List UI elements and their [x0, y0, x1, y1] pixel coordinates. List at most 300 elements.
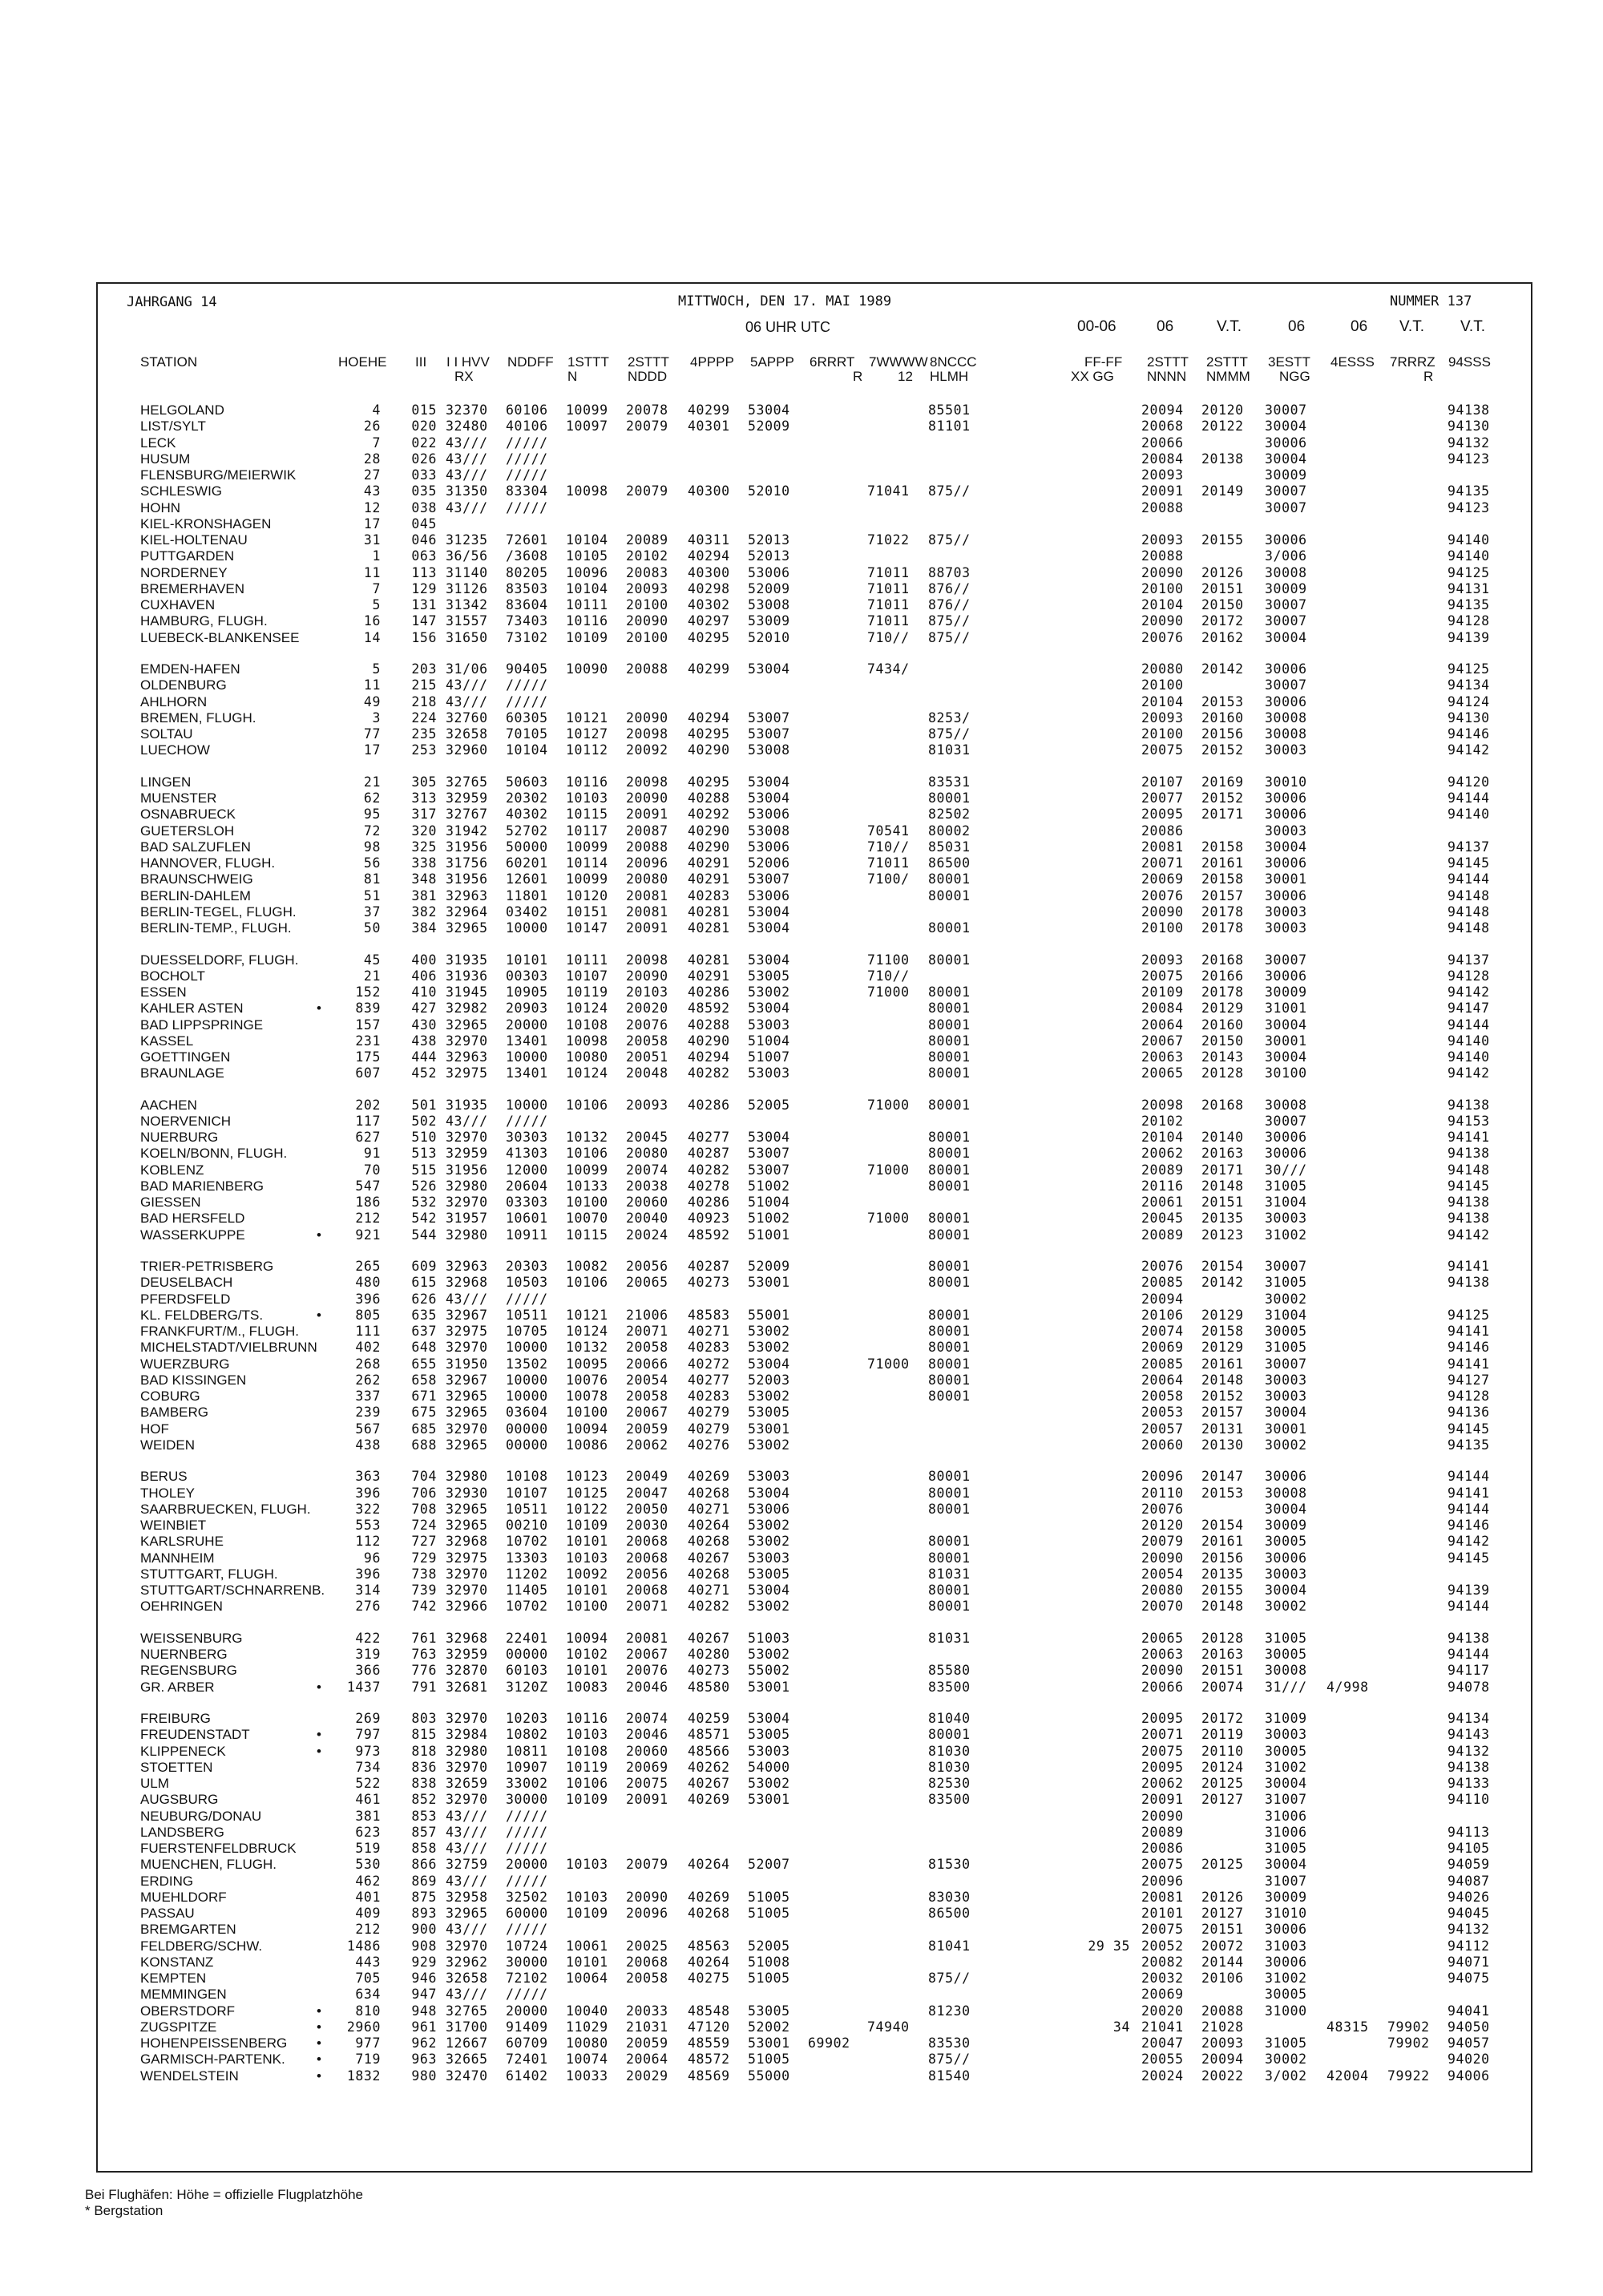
cell-iii: 791 — [411, 1679, 437, 1695]
cell-c2: 12000 — [506, 1162, 548, 1178]
cell-station-name: COBURG — [140, 1389, 200, 1405]
cell-c3: 10112 — [566, 742, 608, 758]
cell-c6: 53005 — [748, 968, 790, 984]
cell-station-name: STUTTGART/SCHNARRENB. — [140, 1583, 325, 1599]
cell-c9: 80001 — [928, 1599, 971, 1615]
cell-hoehe: 70 — [363, 1162, 381, 1178]
col-station: STATION — [140, 354, 198, 370]
cell-c9: 81031 — [928, 1566, 971, 1582]
cell-c3: 10099 — [566, 839, 608, 855]
table-row — [0, 1308, 1603, 1324]
table-row — [0, 1971, 1603, 1987]
cell-c2: 3120Z — [506, 1679, 548, 1695]
cell-c11: 20061 — [1141, 1194, 1184, 1211]
cell-c3: 10099 — [566, 1162, 608, 1178]
cell-c6: 52006 — [748, 855, 790, 871]
cell-c1: 32975 — [446, 1324, 488, 1340]
cell-c9: 86500 — [928, 1906, 971, 1922]
cell-c13: 31002 — [1265, 1759, 1307, 1775]
cell-c6: 53001 — [748, 1679, 790, 1695]
cell-c1: 32970 — [446, 1340, 488, 1356]
cell-c2: 11202 — [506, 1566, 548, 1582]
cell-c11: 20055 — [1141, 2051, 1184, 2068]
cell-c3: 10119 — [566, 984, 608, 1000]
cell-c6: 53007 — [748, 1146, 790, 1162]
cell-c9: 81031 — [928, 1630, 971, 1646]
cell-c3: 10125 — [566, 1485, 608, 1501]
cell-c2: 10000 — [506, 920, 548, 936]
cell-hoehe: 111 — [355, 1324, 381, 1340]
cell-hoehe: 363 — [355, 1469, 381, 1485]
cell-hoehe: 322 — [355, 1501, 381, 1517]
cell-iii: 203 — [411, 661, 437, 677]
cell-c1: 43/// — [446, 467, 488, 483]
cell-station-name: SAARBRUECKEN, FLUGH. — [140, 1501, 311, 1517]
cell-c3: 10103 — [566, 790, 608, 806]
cell-c1: 32970 — [446, 1792, 488, 1808]
col-sec-b: 06 — [1157, 318, 1174, 335]
cell-c8: 710// — [867, 968, 910, 984]
cell-c13: 30009 — [1265, 984, 1307, 1000]
cell-c11: 20094 — [1141, 1291, 1184, 1307]
cell-c6: 53007 — [748, 871, 790, 887]
cell-c2: 41303 — [506, 1146, 548, 1162]
cell-c2: ///// — [506, 1808, 548, 1824]
cell-c11: 20064 — [1141, 1017, 1184, 1033]
cell-c16: 94146 — [1448, 1518, 1490, 1534]
cell-c13: 30001 — [1265, 871, 1307, 887]
cell-c4: 20048 — [626, 1065, 668, 1081]
cell-c5: 40264 — [688, 1857, 730, 1873]
cell-c2: 22401 — [506, 1630, 548, 1646]
cell-c2: 40106 — [506, 418, 548, 435]
cell-c9: 80001 — [928, 1727, 971, 1743]
cell-c12: 20142 — [1201, 1275, 1244, 1291]
cell-iii: 671 — [411, 1389, 437, 1405]
cell-c16: 94110 — [1448, 1792, 1490, 1808]
cell-hoehe: 734 — [355, 1759, 381, 1775]
cell-c16: 94130 — [1448, 709, 1490, 726]
cell-c3: 10101 — [566, 1954, 608, 1970]
cell-station-name: HOHN — [140, 499, 181, 515]
cell-c11: 20047 — [1141, 2035, 1184, 2051]
cell-c9: 80001 — [928, 1162, 971, 1178]
cell-c11: 20093 — [1141, 952, 1184, 968]
cell-station-name: KONSTANZ — [140, 1954, 214, 1970]
cell-c8: 74940 — [867, 2019, 910, 2035]
cell-c1: 32980 — [446, 1743, 488, 1759]
cell-hoehe: 422 — [355, 1630, 381, 1646]
cell-c5: 40268 — [688, 1534, 730, 1550]
cell-c4: 20090 — [626, 790, 668, 806]
cell-c1: 43/// — [446, 1841, 488, 1857]
cell-c5: 40311 — [688, 532, 730, 548]
cell-c5: 40297 — [688, 613, 730, 629]
cell-c5: 40273 — [688, 1663, 730, 1679]
cell-iii: 406 — [411, 968, 437, 984]
col-sec-d: 06 — [1288, 318, 1306, 335]
cell-c2: ///// — [506, 1824, 548, 1840]
cell-hoehe: 623 — [355, 1824, 381, 1840]
cell-station-name: WENDELSTEIN — [140, 2068, 239, 2084]
cell-hoehe: 98 — [363, 839, 381, 855]
cell-station-name: KASSEL — [140, 1033, 194, 1049]
cell-c8: 71000 — [867, 1162, 910, 1178]
cell-c3: 10090 — [566, 661, 608, 677]
cell-c11: 20076 — [1141, 1259, 1184, 1275]
col-c1a: I I HVV — [446, 354, 490, 370]
cell-hoehe: 202 — [355, 1097, 381, 1113]
col-sec-f: V.T. — [1399, 318, 1424, 335]
cell-hoehe: 480 — [355, 1275, 381, 1291]
cell-c16: 94148 — [1448, 887, 1490, 903]
cell-hoehe: 396 — [355, 1291, 381, 1307]
cell-c1: 43/// — [446, 1291, 488, 1307]
cell-station-name: FREUDENSTADT — [140, 1727, 250, 1743]
cell-hoehe: 91 — [363, 1146, 381, 1162]
cell-c13: 30008 — [1265, 726, 1307, 742]
cell-c16: 94147 — [1448, 1000, 1490, 1017]
cell-c3: 10098 — [566, 483, 608, 499]
cell-c12: 20178 — [1201, 903, 1244, 920]
table-row — [0, 1938, 1603, 1954]
cell-hoehe: 1 — [372, 548, 381, 564]
cell-c6: 53004 — [748, 1583, 790, 1599]
cell-c8: 71000 — [867, 1211, 910, 1227]
cell-c13: 30005 — [1265, 1743, 1307, 1759]
cell-c9: 80001 — [928, 1211, 971, 1227]
cell-c9: 80001 — [928, 1550, 971, 1566]
col-c12a: 2STTT — [1206, 354, 1248, 370]
cell-c6: 51005 — [748, 1889, 790, 1905]
cell-c1: 32980 — [446, 1227, 488, 1243]
cell-c2: 60305 — [506, 709, 548, 726]
cell-iii: 738 — [411, 1566, 437, 1582]
cell-iii: 046 — [411, 532, 437, 548]
cell-c11: 20060 — [1141, 1437, 1184, 1453]
cell-c11: 20053 — [1141, 1405, 1184, 1421]
cell-c2: 00000 — [506, 1421, 548, 1437]
cell-station-name: WEINBIET — [140, 1518, 207, 1534]
cell-c11: 20020 — [1141, 2003, 1184, 2019]
cell-c16: 94141 — [1448, 1485, 1490, 1501]
cell-c16: 94135 — [1448, 597, 1490, 612]
cell-c16: 94138 — [1448, 1194, 1490, 1211]
cell-station-name: LINGEN — [140, 774, 192, 790]
cell-station-name: KIEL-HOLTENAU — [140, 532, 248, 548]
cell-c1: 32965 — [446, 1405, 488, 1421]
cell-c9: 86500 — [928, 855, 971, 871]
cell-station-name: ERDING — [140, 1873, 194, 1889]
cell-c4: 20103 — [626, 984, 668, 1000]
cell-c13: 30003 — [1265, 1727, 1307, 1743]
cell-hoehe: 319 — [355, 1647, 381, 1663]
cell-station-name: KEMPTEN — [140, 1971, 207, 1987]
cell-c9: 81041 — [928, 1938, 971, 1954]
table-row — [0, 2019, 1603, 2035]
cell-c11: 20032 — [1141, 1971, 1184, 1987]
cell-c13: 30004 — [1265, 839, 1307, 855]
cell-c3: 10103 — [566, 1727, 608, 1743]
cell-c13: 3/002 — [1265, 2068, 1307, 2084]
cell-c6: 52009 — [748, 1259, 790, 1275]
cell-iii: 947 — [411, 1987, 437, 2003]
cell-c13: 30007 — [1265, 597, 1307, 612]
cell-station-name: LIST/SYLT — [140, 418, 206, 435]
cell-c12: 20140 — [1201, 1130, 1244, 1146]
cell-station-name: MUENSTER — [140, 790, 217, 806]
cell-iii: 948 — [411, 2003, 437, 2019]
cell-c6: 53008 — [748, 742, 790, 758]
col-iii: III — [415, 354, 427, 370]
cell-hoehe: 186 — [355, 1194, 381, 1211]
cell-c2: 83604 — [506, 597, 548, 612]
cell-c3: 10147 — [566, 920, 608, 936]
cell-iii: 400 — [411, 952, 437, 968]
cell-c1: 32765 — [446, 774, 488, 790]
cell-c5: 40269 — [688, 1889, 730, 1905]
cell-c4: 20056 — [626, 1566, 668, 1582]
cell-iii: 427 — [411, 1000, 437, 1017]
table-row — [0, 2051, 1603, 2068]
cell-hoehe: 212 — [355, 1211, 381, 1227]
cell-c11: 20109 — [1141, 984, 1184, 1000]
cell-iii: 156 — [411, 629, 437, 645]
cell-hoehe: 719 — [355, 2051, 381, 2068]
cell-c6: 53004 — [748, 1356, 790, 1372]
cell-c1: 43/// — [446, 499, 488, 515]
cell-c5: 40267 — [688, 1776, 730, 1792]
cell-c5: 40291 — [688, 871, 730, 887]
cell-station-name: ULM — [140, 1776, 169, 1792]
cell-c11: 20069 — [1141, 871, 1184, 887]
cell-c5: 40923 — [688, 1211, 730, 1227]
cell-c16: 94135 — [1448, 1437, 1490, 1453]
cell-c11: 20090 — [1141, 1550, 1184, 1566]
cell-c12: 20152 — [1201, 790, 1244, 806]
cell-station-name: BOCHOLT — [140, 968, 205, 984]
cell-iii: 893 — [411, 1906, 437, 1922]
cell-c11: 20052 — [1141, 1938, 1184, 1954]
cell-c13: 30008 — [1265, 1097, 1307, 1113]
cell-c9: 80001 — [928, 790, 971, 806]
cell-c13: 30004 — [1265, 1501, 1307, 1517]
cell-c13: 30003 — [1265, 823, 1307, 839]
cell-c5: 40273 — [688, 1275, 730, 1291]
cell-c6: 52003 — [748, 1372, 790, 1388]
cell-hoehe: 366 — [355, 1663, 381, 1679]
cell-c1: 32765 — [446, 2003, 488, 2019]
cell-c13: 30004 — [1265, 1776, 1307, 1792]
cell-c5: 40269 — [688, 1469, 730, 1485]
cell-station-name: HOHENPEISSENBERG — [140, 2035, 288, 2051]
cell-c13: 30007 — [1265, 613, 1307, 629]
table-row — [0, 1954, 1603, 1971]
cell-c3: 10070 — [566, 1211, 608, 1227]
cell-c11: 20058 — [1141, 1389, 1184, 1405]
cell-c12: 20163 — [1201, 1146, 1244, 1162]
cell-c12: 20178 — [1201, 920, 1244, 936]
cell-c16: 94141 — [1448, 1259, 1490, 1275]
cell-c12: 20158 — [1201, 839, 1244, 855]
cell-c12: 20142 — [1201, 661, 1244, 677]
cell-c9: 8253/ — [928, 709, 971, 726]
cell-c6: 53004 — [748, 1711, 790, 1727]
table-row — [0, 2003, 1603, 2019]
cell-c4: 20040 — [626, 1211, 668, 1227]
cell-iii: 325 — [411, 839, 437, 855]
cell-c1: 31/06 — [446, 661, 488, 677]
cell-c12: 20151 — [1201, 580, 1244, 596]
cell-iii: 305 — [411, 774, 437, 790]
table-row — [0, 1906, 1603, 1922]
cell-station-name: FUERSTENFELDBRUCK — [140, 1841, 297, 1857]
cell-c5: 48559 — [688, 2035, 730, 2051]
cell-hoehe: 231 — [355, 1033, 381, 1049]
cell-c11: 20066 — [1141, 435, 1184, 451]
cell-c5: 40299 — [688, 661, 730, 677]
cell-c8: 71011 — [867, 855, 910, 871]
table-row — [0, 467, 1603, 483]
cell-station-name: KL. FELDBERG/TS. — [140, 1307, 264, 1323]
cell-hoehe: 49 — [363, 693, 381, 709]
cell-c12: 20119 — [1201, 1727, 1244, 1743]
cell-c4: 20088 — [626, 661, 668, 677]
cell-c11: 20084 — [1141, 451, 1184, 467]
cell-c11: 20075 — [1141, 742, 1184, 758]
cell-c1: 32970 — [446, 1566, 488, 1582]
cell-c11: 20057 — [1141, 1421, 1184, 1437]
cell-iii: 501 — [411, 1097, 437, 1113]
cell-c6: 53003 — [748, 1017, 790, 1033]
cell-c3: 10106 — [566, 1146, 608, 1162]
cell-station-name: GOETTINGEN — [140, 1049, 231, 1065]
cell-c16: 94142 — [1448, 1227, 1490, 1243]
cell-c2: 73403 — [506, 613, 548, 629]
cell-c13: 30001 — [1265, 1421, 1307, 1437]
cell-c4: 20046 — [626, 1679, 668, 1695]
cell-c1: 31126 — [446, 580, 488, 596]
cell-c5: 40271 — [688, 1501, 730, 1517]
cell-c6: 53003 — [748, 1065, 790, 1081]
cell-hoehe: 402 — [355, 1340, 381, 1356]
cell-station-name: KOBLENZ — [140, 1162, 204, 1178]
table-row — [0, 1259, 1603, 1275]
cell-c5: 40276 — [688, 1437, 730, 1453]
cell-c2: 13303 — [506, 1550, 548, 1566]
cell-c16: 94075 — [1448, 1971, 1490, 1987]
cell-c4: 20067 — [626, 1405, 668, 1421]
cell-c1: 32767 — [446, 806, 488, 823]
cell-c5: 48563 — [688, 1938, 730, 1954]
cell-c16: 94139 — [1448, 1583, 1490, 1599]
cell-hoehe: 396 — [355, 1485, 381, 1501]
cell-c1: 32965 — [446, 1389, 488, 1405]
cell-c1: 32970 — [446, 1421, 488, 1437]
cell-iii: 022 — [411, 435, 437, 451]
cell-c5: 40271 — [688, 1324, 730, 1340]
cell-station-name: OEHRINGEN — [140, 1599, 223, 1615]
cell-c1: 32963 — [446, 887, 488, 903]
cell-c2: 10511 — [506, 1307, 548, 1323]
cell-c13: 30008 — [1265, 1485, 1307, 1501]
cell-c3: 10132 — [566, 1130, 608, 1146]
cell-iii: 609 — [411, 1259, 437, 1275]
cell-c4: 20051 — [626, 1049, 668, 1065]
cell-c1: 31350 — [446, 483, 488, 499]
cell-hoehe: 56 — [363, 855, 381, 871]
cell-iii: 818 — [411, 1743, 437, 1759]
cell-station-name: AUGSBURG — [140, 1792, 219, 1808]
cell-c1: 43/// — [446, 1113, 488, 1129]
cell-c1: 31342 — [446, 597, 488, 612]
cell-c4: 20056 — [626, 1259, 668, 1275]
cell-c3: 10108 — [566, 1017, 608, 1033]
cell-c1: 32967 — [446, 1307, 488, 1323]
table-row — [0, 1033, 1603, 1049]
cell-c14: 4/998 — [1326, 1679, 1369, 1695]
cell-c5: 40262 — [688, 1759, 730, 1775]
cell-c11: 20071 — [1141, 855, 1184, 871]
cell-c2: 72102 — [506, 1971, 548, 1987]
cell-iii: 761 — [411, 1630, 437, 1646]
cell-c5: 40287 — [688, 1146, 730, 1162]
cell-c6: 53006 — [748, 1501, 790, 1517]
table-row — [0, 1874, 1603, 1890]
cell-c16: 94146 — [1448, 726, 1490, 742]
cell-c12: 20022 — [1201, 2068, 1244, 2084]
cell-c13: 31009 — [1265, 1711, 1307, 1727]
cell-c6: 53002 — [748, 1437, 790, 1453]
cell-c12: 20171 — [1201, 806, 1244, 823]
cell-c6: 53003 — [748, 1743, 790, 1759]
cell-c9: 85031 — [928, 839, 971, 855]
cell-c9: 80001 — [928, 887, 971, 903]
cell-station-name: NUERBURG — [140, 1130, 219, 1146]
cell-c13: 30008 — [1265, 709, 1307, 726]
cell-c2: 20903 — [506, 1000, 548, 1017]
cell-c12: 21028 — [1201, 2019, 1244, 2035]
cell-c1: 32959 — [446, 1146, 488, 1162]
cell-station-name: BAD KISSINGEN — [140, 1372, 247, 1388]
cell-c9: 80001 — [928, 1000, 971, 1017]
cell-c2: ///// — [506, 693, 548, 709]
cell-c2: 10907 — [506, 1759, 548, 1775]
cell-c4: 20078 — [626, 402, 668, 418]
cell-c13: 30009 — [1265, 1518, 1307, 1534]
cell-c9: 80002 — [928, 823, 971, 839]
cell-c1: 32970 — [446, 1938, 488, 1954]
cell-hoehe: 438 — [355, 1437, 381, 1453]
cell-c6: 53006 — [748, 887, 790, 903]
cell-c4: 20068 — [626, 1954, 668, 1970]
cell-c4: 20067 — [626, 1647, 668, 1663]
cell-station-name: BAD HERSFELD — [140, 1211, 245, 1227]
cell-c3: 10119 — [566, 1759, 608, 1775]
cell-iii: 320 — [411, 823, 437, 839]
cell-c16: 94057 — [1448, 2035, 1490, 2051]
cell-station-name: BREMERHAVEN — [140, 580, 245, 596]
cell-c5: 48571 — [688, 1727, 730, 1743]
cell-c13: 30007 — [1265, 402, 1307, 418]
cell-c3: 10109 — [566, 629, 608, 645]
cell-station-name: GR. ARBER — [140, 1679, 215, 1695]
cell-c9: 875// — [928, 1971, 971, 1987]
cell-hoehe: 547 — [355, 1178, 381, 1194]
cell-c9: 80001 — [928, 1049, 971, 1065]
cell-c9: 85580 — [928, 1663, 971, 1679]
mountain-station-marker: • — [317, 2068, 321, 2084]
